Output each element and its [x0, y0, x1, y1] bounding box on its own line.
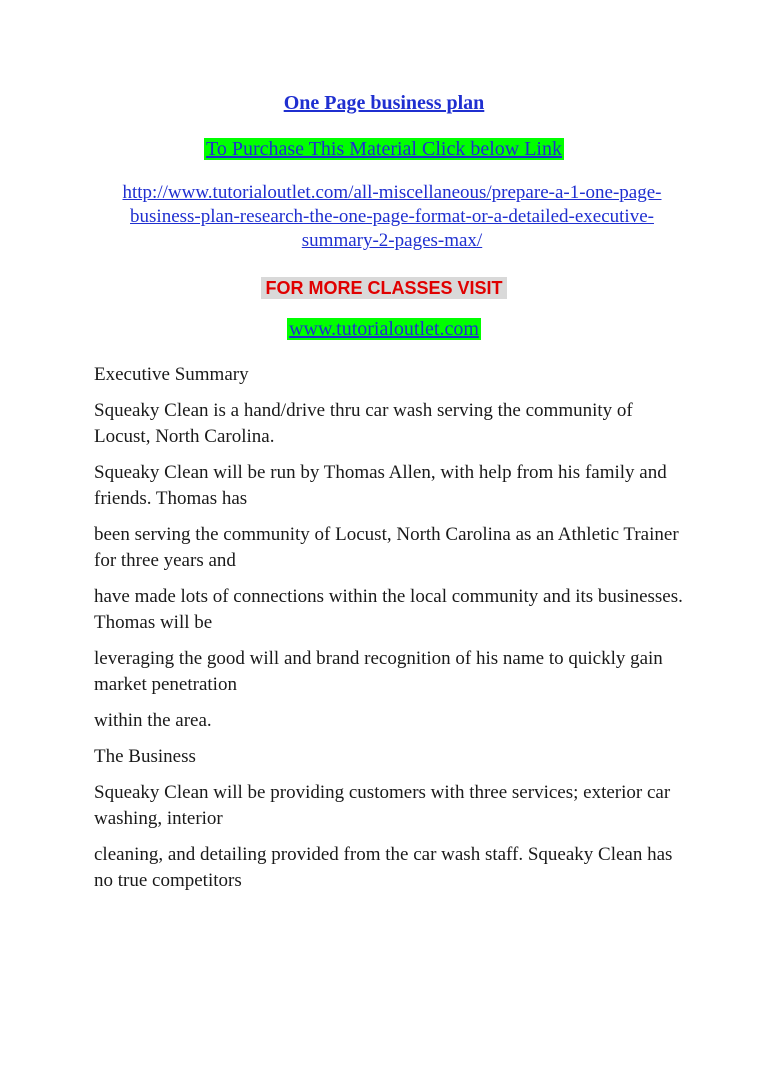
document-body — [94, 362, 684, 904]
section-heading-the-business: The Business — [94, 746, 196, 767]
paragraph: have made lots of connections within the local community and its businesses. Thomas will be — [94, 586, 683, 633]
paragraph: cleaning, and detailing provided from the car wash staff. Squeaky Clean has no true competitors — [94, 844, 673, 891]
paragraph: within the area. — [94, 710, 212, 731]
section-heading-executive-summary: Executive Summary — [94, 364, 249, 385]
document-title-text[interactable]: One Page business plan — [283, 92, 485, 114]
paragraph: been serving the community of Locust, North Carolina as an Athletic Trainer for three years and — [94, 524, 679, 571]
purchase-link-text[interactable]: To Purchase This Material Click below Link — [206, 138, 562, 160]
document-title[interactable] — [0, 92, 768, 115]
product-url-link[interactable]: http://www.tutorialoutlet.com/all-miscellaneous/prepare-a-1-one-page-business-plan-research-the-one-page-format-or-a-detailed-executive-summary-2-pages-max/ — [122, 182, 662, 251]
more-classes-text: FOR MORE CLASSES VISIT — [261, 277, 506, 299]
paragraph: leveraging the good will and brand recognition of his name to quickly gain market penetration — [94, 648, 663, 695]
more-classes-banner — [0, 278, 768, 299]
paragraph: Squeaky Clean will be run by Thomas Allen, with help from his family and friends. Thomas has — [94, 462, 667, 509]
purchase-link[interactable] — [0, 138, 768, 161]
paragraph: Squeaky Clean is a hand/drive thru car wash serving the community of Locust, North Carolina. — [94, 400, 633, 447]
site-link[interactable] — [0, 318, 768, 341]
site-link-text[interactable]: www.tutorialoutlet.com — [289, 318, 479, 340]
paragraph: Squeaky Clean will be providing customers with three services; exterior car washing, interior — [94, 782, 671, 829]
